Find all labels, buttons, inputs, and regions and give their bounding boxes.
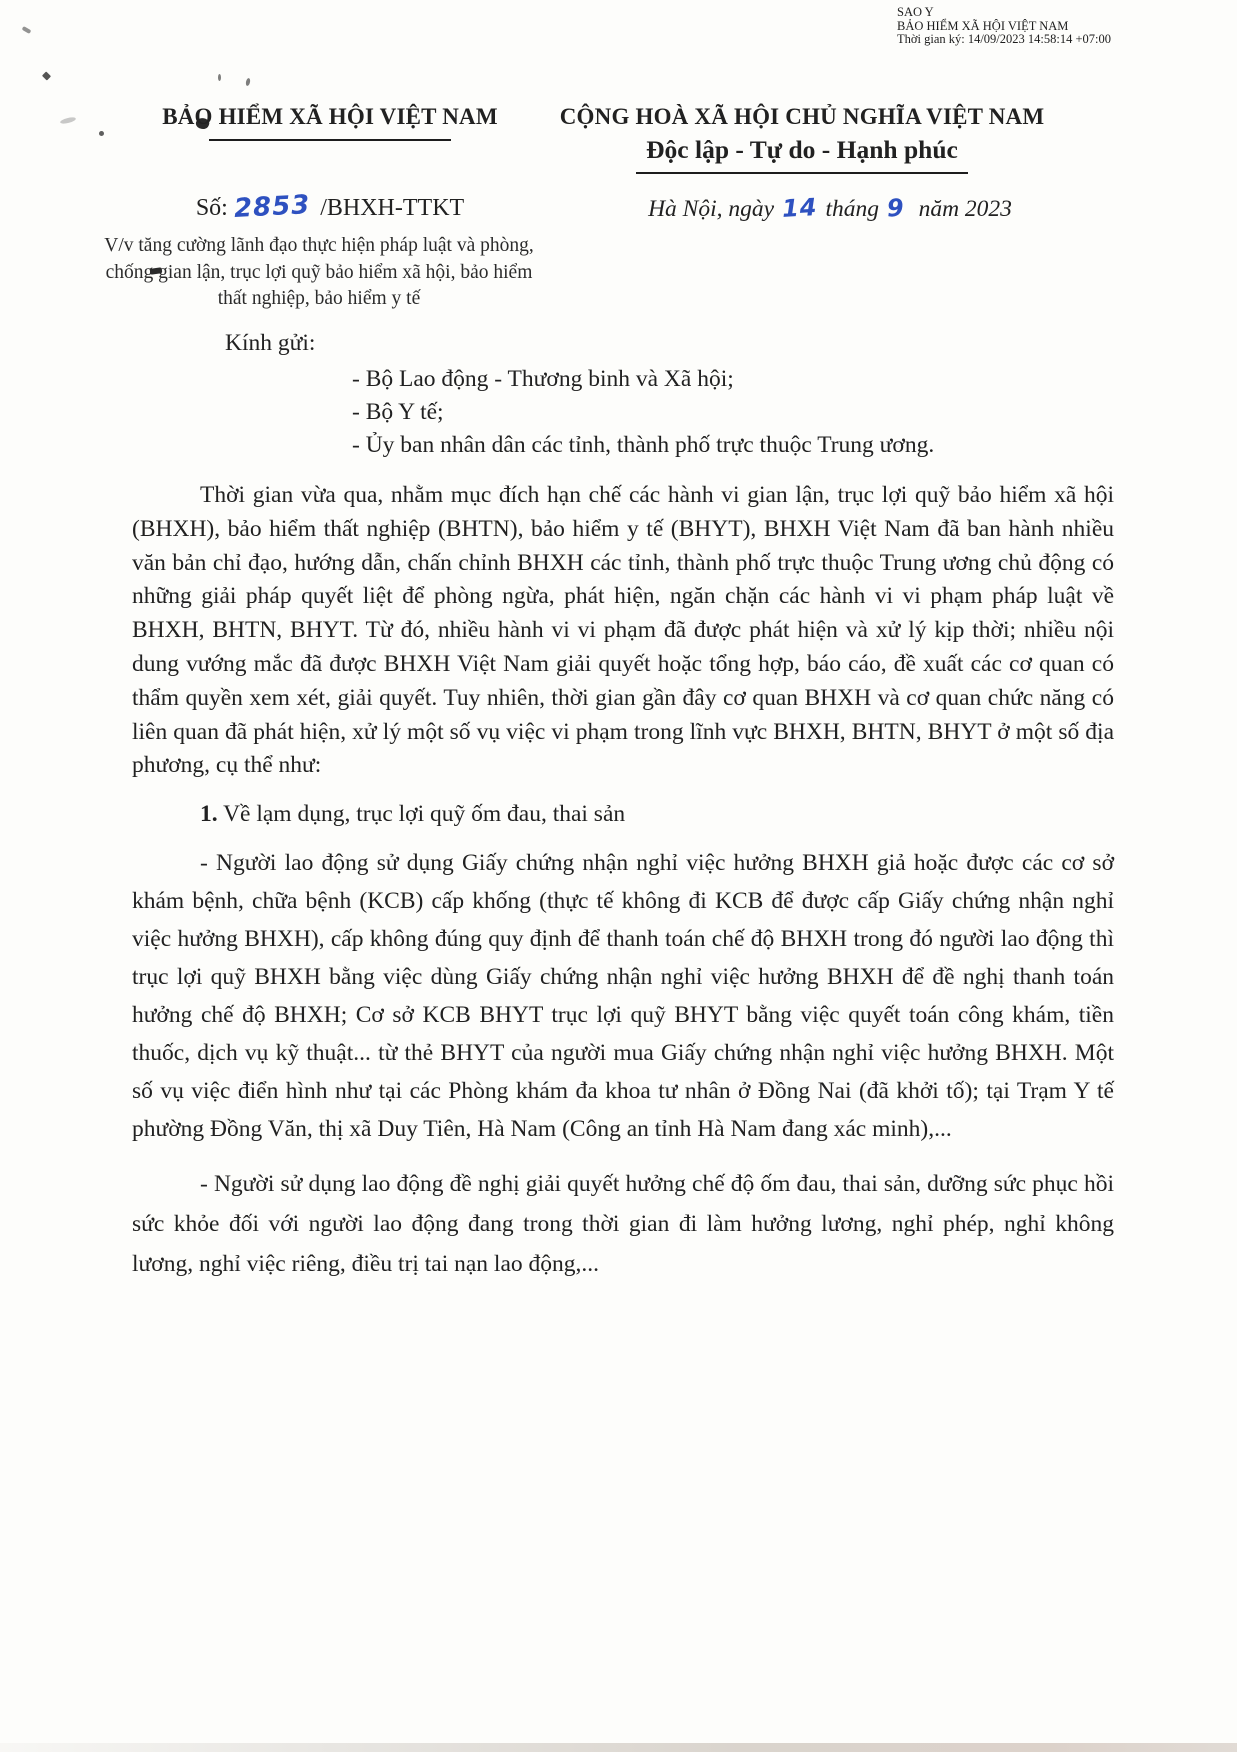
recipient-item: - Ủy ban nhân dân các tỉnh, thành phố trực thuộc Trung ương.: [352, 431, 935, 458]
motto-underline: [636, 172, 968, 174]
date-middle: tháng: [825, 196, 879, 222]
doc-number-suffix: /BHXH-TTKT: [320, 195, 465, 221]
stamp-sign-time: Thời gian ký: 14/09/2023 14:58:14 +07:00: [897, 32, 1112, 46]
issuing-agency-name: BẢO HIỂM XÃ HỘI VIỆT NAM: [162, 104, 498, 129]
digital-signature-stamp: [897, 5, 1112, 47]
issuing-agency-block: [140, 104, 520, 141]
date-suffix: năm 2023: [918, 196, 1012, 222]
stamp-agency: BẢO HIỂM XÃ HỘI VIỆT NAM: [897, 18, 1069, 33]
ink-speck: [245, 78, 251, 87]
letter-body: [132, 479, 1114, 1284]
ink-speck: [22, 26, 32, 34]
ink-speck: [99, 131, 104, 136]
document-number: [140, 192, 520, 222]
ink-speck: [42, 71, 51, 80]
scan-edge-shadow: [0, 1743, 1237, 1752]
section-1-title: Về lạm dụng, trục lợi quỹ ốm đau, thai sản: [217, 801, 626, 828]
salutation: Kính gửi:: [225, 330, 316, 356]
recipient-item: - Bộ Lao động - Thương binh và Xã hội;: [352, 366, 734, 392]
doc-number-handwritten: 2853: [233, 190, 311, 224]
recipient-item: - Bộ Y tế;: [352, 398, 444, 425]
place-and-date: [600, 194, 1060, 223]
section-1-heading: [132, 797, 1114, 831]
national-motto: Độc lập - Tự do - Hạnh phúc: [646, 135, 958, 164]
national-title: CỘNG HOÀ XÃ HỘI CHỦ NGHĨA VIỆT NAM: [559, 104, 1045, 129]
ink-speck: [218, 74, 221, 81]
recipient-list: [352, 363, 934, 461]
date-day-handwritten: 14: [781, 193, 819, 223]
national-header-block: [552, 104, 1052, 174]
body-paragraph-2: - Người lao động sử dụng Giấy chứng nhận nghỉ việc hưởng BHXH giả hoặc được các cơ sở khám bệnh, chữa bệnh (KCB) cấp khống (thực tế không đi KCB để được cấp Giấy chứng nhận nghỉ việc hưởng BHXH), cấp không đúng quy định để thanh toán chế độ BHXH trong đó người lao động thì trục lợi quỹ BHXH bằng việc dùng Giấy chứng nhận nghỉ việc hưởng BHXH để đề nghị thanh toán hưởng chế độ BHXH; Cơ sở KCB BHYT trục lợi quỹ BHYT bằng việc quyết toán công khám, tiền thuốc, dịch vụ kỹ thuật... từ thẻ BHYT của người mua Giấy chứng nhận nghỉ việc hưởng BHXH. Một số vụ việc điển hình như tại các Phòng khám đa khoa tư nhân ở Đồng Nai (đã khởi tố); tại Trạm Y tế phường Đồng Văn, thị xã Duy Tiên, Hà Nam (Công an tỉnh Hà Nam đang xác minh),...: [132, 850, 1114, 1143]
ink-speck: [60, 116, 77, 125]
document-subject: V/v tăng cường lãnh đạo thực hiện pháp luật và phòng, chống gian lận, trục lợi quỹ bảo hiểm xã hội, bảo hiểm thất nghiệp, bảo hiểm y tế: [104, 235, 534, 309]
body-paragraph-3: - Người sử dụng lao động đề nghị giải quyết hưởng chế độ ốm đau, thai sản, dưỡng sức phục hồi sức khỏe đối với người lao động đang trong thời gian đi làm hưởng lương, nghỉ phép, nghỉ không lương, nghỉ việc riêng, điều trị tai nạn lao động,...: [132, 1171, 1114, 1278]
stamp-sao-y: SAO Y: [897, 5, 934, 19]
date-prefix: Hà Nội, ngày: [648, 196, 775, 222]
date-month-handwritten: 9: [886, 193, 906, 223]
body-paragraph-1: Thời gian vừa qua, nhằm mục đích hạn chế các hành vi gian lận, trục lợi quỹ bảo hiểm xã hội (BHXH), bảo hiểm thất nghiệp (BHTN), bảo hiểm y tế (BHYT), BHXH Việt Nam đã ban hành nhiều văn bản chỉ đạo, hướng dẫn, chấn chỉnh BHXH các tỉnh, thành phố trực thuộc Trung ương chủ động có những giải pháp quyết liệt để phòng ngừa, phát hiện, ngăn chặn các hành vi vi phạm pháp luật về BHXH, BHTN, BHYT. Từ đó, nhiều hành vi vi phạm đã được phát hiện và xử lý kịp thời; nhiều nội dung vướng mắc đã được BHXH Việt Nam giải quyết hoặc tổng hợp, báo cáo, đề xuất các cơ quan có thẩm quyền xem xét, giải quyết. Tuy nhiên, thời gian gần đây cơ quan BHXH và cơ quan chức năng có liên quan đã phát hiện, xử lý một số vụ việc vi phạm trong lĩnh vực BHXH, BHTN, BHYT ở một số địa phương, cụ thể như:: [132, 482, 1114, 779]
doc-number-prefix: Số:: [195, 195, 228, 221]
agency-underline: [209, 139, 451, 141]
section-1-number: 1.: [200, 801, 218, 828]
